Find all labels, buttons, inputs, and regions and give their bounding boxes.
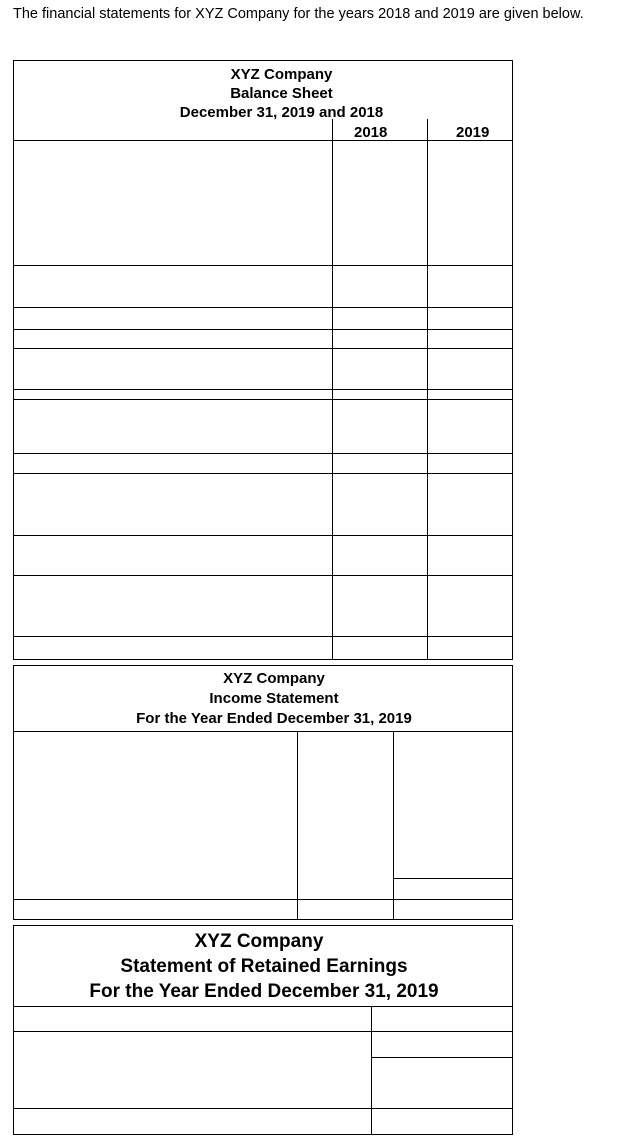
grid-line: [14, 399, 512, 400]
balance-sheet-company: XYZ Company: [230, 66, 333, 83]
grid-line: [14, 636, 512, 637]
grid-line: [14, 265, 512, 266]
grid-line: [14, 535, 512, 536]
grid-line: [14, 731, 512, 732]
grid-line: [371, 1057, 512, 1058]
grid-line: [297, 731, 298, 919]
grid-line: [14, 899, 512, 900]
retained-earnings-title: Statement of Retained Earnings: [120, 956, 408, 977]
grid-line: [14, 453, 512, 454]
retained-earnings-table: [13, 925, 513, 1135]
column-header-2018: 2018: [354, 124, 388, 141]
grid-line: [14, 1108, 512, 1109]
grid-line: [393, 731, 394, 919]
intro-text: The financial statements for XYZ Company for the years 2018 and 2019 are given below.: [13, 6, 584, 22]
retained-earnings-period: For the Year Ended December 31, 2019: [89, 981, 439, 1002]
income-statement-table: [13, 665, 513, 920]
grid-line: [14, 307, 512, 308]
grid-line: [14, 348, 512, 349]
grid-line: [14, 473, 512, 474]
grid-line: [14, 575, 512, 576]
income-statement-company: XYZ Company: [223, 670, 325, 687]
column-header-2019: 2019: [456, 124, 490, 141]
grid-line: [14, 329, 512, 330]
balance-sheet-table: [13, 60, 513, 660]
grid-line: [14, 389, 512, 390]
grid-line: [14, 1006, 512, 1007]
grid-line: [393, 878, 512, 879]
grid-line: [371, 1006, 372, 1134]
grid-line: [14, 140, 512, 141]
retained-earnings-company: XYZ Company: [194, 931, 324, 952]
grid-line: [14, 1031, 512, 1032]
balance-sheet-date: December 31, 2019 and 2018: [179, 104, 384, 121]
balance-sheet-title: Balance Sheet: [230, 85, 333, 102]
income-statement-period: For the Year Ended December 31, 2019: [136, 710, 412, 727]
income-statement-title: Income Statement: [209, 690, 339, 707]
